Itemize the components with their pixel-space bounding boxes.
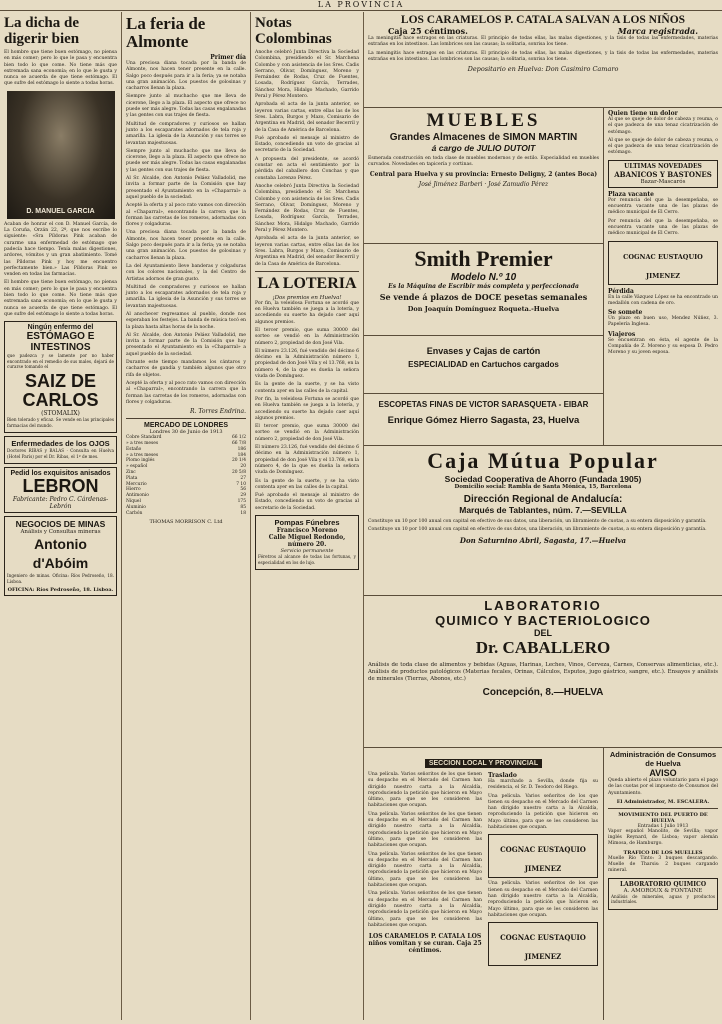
ad-footer: OFICINA: Ríos Pedroseño, 18. Lisboa.: [7, 586, 114, 593]
ad-subtitle: ESTÓMAGO E: [26, 331, 95, 343]
ad-store: Grandes Almacenes de SIMON MARTIN: [389, 132, 578, 143]
ad-ojos: [4, 436, 117, 464]
ad-caramelos-catala: [364, 12, 722, 108]
market-value: 20: [240, 464, 246, 470]
puerto-date: Entradas 1 Julio 1913: [637, 823, 689, 829]
column-4: [364, 12, 722, 1020]
market-item: Níquel: [126, 498, 141, 504]
ad-product-name: SAIZ DE CARLOS: [22, 371, 99, 411]
article-text: Aprobada el acta de la junta anterior, se leyeron varias cartas, entre ellas las de los Sres. Labra, Burgos y Mazo, Comisario de Argentina en Madrid, del senador Becerril y de la Casa de América de Barcelona.: [255, 102, 359, 133]
ad-footer: Depositario en Huelva: Don Casimiro Camaro: [467, 65, 619, 74]
article-text: Siempre junto al muchacho que me lleva de cicerone, llego a la plaza. El aspecto que ofrece no puede ser más alegre. Todas las casas engalanadas y las gentes con sus trajes de fiesta.: [126, 148, 246, 173]
ad-cognac: [608, 241, 718, 285]
market-value: 29: [240, 493, 246, 499]
local-col-b: [488, 772, 598, 969]
market-date: Londres 30 de Junio de 1913: [149, 429, 223, 436]
article-text: Multitud de compradores y curiosos se hallan junto a los escaparates adornados de tela roja y amarilla. La iglesia de la Asunción y sus torres se levantan majestuosas.: [126, 284, 246, 309]
article-text: Fué aprobado el mensaje al ministro de Estado, concediendo un voto de gracias al secretario de la Sociedad.: [255, 493, 359, 511]
article-text: Una película. Varios señoritos de los que tienen su despacho en el Mercado del Carmen han dirigido nuestro carta a la Alcaldía, reproduciendo la petición que hicieron en Mayo último, para que se les consideren las habitaciones que ocupan.: [368, 891, 482, 928]
article-text: Una película. Varios señoritos de los que tienen su despacho en el Mercado del Carmen han dirigido nuestro carta a la Alcaldía, reproduciendo la petición que hicieron en Mayo último, para que se les consideren las habitaciones que ocupan.: [368, 772, 482, 809]
subhead: Pérdida: [608, 287, 634, 295]
ad-address: Calle Miguel Redondo, número 20.: [268, 534, 346, 548]
market-value: 56: [240, 487, 246, 493]
article-text: Queda abierto el plazo voluntario para el pago de las cuotas por el impuesto de Consumos del Ayuntamiento.: [608, 778, 718, 796]
article-text: La del Ayuntamiento lleve banderas y colgaduras con los colores nacionales, y la del Centro de Artistas adornos de gran gusto.: [126, 263, 246, 282]
ad-title: NEGOCIOS DE MINAS: [15, 519, 106, 530]
ad-title: LABORATORIO QUIMICO: [619, 880, 707, 888]
ad-title: COGNAC EUSTAQUIO JIMENEZ: [500, 933, 586, 962]
market-title: MERCADO DE LONDRES: [143, 422, 228, 430]
ad-names: José Jiménez Barberi · José Zamudio Pérez: [418, 180, 549, 188]
ad-price: Se vende á plazos de DOCE pesetas semanales: [379, 292, 588, 302]
ad-text: La meningitis hace estragos en las criaturas. El principio de todas ellas, las malas digestiones, y la tisis de todas las enfermedades, materias extrañas en los intestinos. Las lombrices son las causas; la solitaria, sonrisa los tiene.: [368, 50, 718, 62]
article-text: Ha marchado a Sevilla, donde fija su residencia, el Sr. D. Teodoro del Riego.: [488, 779, 598, 791]
ad-aviso: AVISO: [649, 768, 677, 778]
article-text: Se encuentran en ésta, el agente de la Compañía de Z. Moreno y su esposa D. Pedro Moreno y su joven esposa.: [608, 337, 718, 356]
ad-name: Dr. CABALLERO: [475, 638, 611, 657]
ad-smith-premier: [364, 244, 604, 336]
ad-title: Administración de Consumos de Huelva: [609, 750, 717, 768]
subhead: Viajeros: [608, 330, 636, 338]
market-item: Estaño: [126, 446, 142, 452]
seccion-local: [364, 748, 604, 1020]
ad-cognac-small: [488, 834, 598, 878]
article-text: Una película. Varios señoritos de los que tienen su despacho en el Mercado del Carmen han dirigido nuestro carta a la Alcaldía, reproduciendo la petición que hicieron en Mayo último, para que se les consideren las habitaciones que ocupan.: [368, 851, 482, 889]
ad-title: Envases y Cajas de cartón: [426, 346, 541, 356]
article-text: Muelle Río Tinto: 3 buques descargando. Muelle de Tharsis: 2 buques cargando mineral.: [608, 855, 718, 874]
article-text: El tercer premio, que suma 30000 del sorteo se vendió en la Administración número 2, propiedad de don José Vila.: [255, 424, 359, 442]
right-bottom: [604, 748, 722, 1020]
market-value: 184: [237, 452, 246, 458]
ad-subtitle: ESPECIALIDAD en Cartuchos cargados: [408, 360, 559, 369]
market-item: Mercurio: [126, 481, 147, 487]
article-text: El tercer premio, que suma 30000 del sorteo se vendió en la Administración número 2, propiedad de don José Vila.: [255, 327, 359, 346]
column-3: [251, 12, 364, 1020]
ad-envases: [364, 336, 604, 394]
ad-text: Esmerada construcción en toda clase de muebles modernos y de estilo. Especialidad en muebles curvados. Novedades en tapicería y cortinas.: [368, 156, 599, 168]
article-text: Una película. Varios señoritos de los que tienen su despacho en el Mercado del Carmen han dirigido nuestro carta a la Alcaldía, reproduciendo la petición que hicieron en Mayo último, para que se les consideren las habitaciones que ocupan.: [368, 811, 482, 849]
subhead: Quien tiene un dolor: [608, 110, 678, 117]
ad-direction-addr: Marqués de Tablantes, núm. 7.—SEVILLA: [459, 505, 627, 515]
ad-text: Es la Máquina de Escribir más completa y perfeccionada: [388, 283, 579, 290]
portrait-image: [7, 91, 115, 219]
article-text: A propuesta del presidente, se acordó constar en acta el sentimiento por la pérdida del caballero don Conchas y que constaba Lorenzo Pérez.: [255, 156, 359, 181]
market-value: 186: [237, 446, 246, 452]
divider: [608, 808, 718, 809]
market-item: » a tres meses: [126, 440, 159, 446]
article-text: Al Sr. Alcalde, don Antonio Peláez Valladolid, me invita a formar parte de la Comisión que hay presentado el Ayuntamiento en la «Chaparral» a aquel pueblo de la sociedad.: [126, 332, 246, 357]
lottery-subtitle: ¡Dos premios en Huelva!: [272, 294, 342, 301]
ad-text: Análisis de minerales, aguas y productos industriales.: [611, 893, 715, 905]
article-text: Por fin, la veleidosa Fortuna se acordó que en Huelva también se juega a la lotería, y accediendo su suerte ha dejado caer aquí algunos premios.: [255, 396, 359, 421]
ad-text: Fabricante: Pedro C. Cárdenas-Lebrón: [12, 496, 109, 511]
ad-title: Pedid los exquisitos anisados: [10, 470, 111, 478]
article-text: Anoche celebró Junta Directiva la Sociedad Colombina, presidiendo el Sr. Marchena Colombo y con asistencia de los Sres. Cadis Serrano, Olivar, Domínguez, Moreno y Fernández de Rodas, Cruz de Fuentes, Losada, Rodríguez García, Terrades, Sánchez Mora, Hidalgo Machado, Garrido Peral y Pérez Montero.: [255, 183, 359, 234]
article-text: Una preciosa diana tocada por la banda de Almonte, nos hacen tener presente en la calle. Salgo poco después para ir a la feria; ya se notaba una gran animación. Los puestos de golosinas y cacharros llenan la plaza.: [126, 61, 246, 92]
article-text: Acepté la oferta y al poco rato vamos con dirección al «Chaparral», encontrando la carrera que la forman las carretas de los romeros, adornadas con flores y colgaduras.: [126, 380, 246, 405]
ad-title: ESCOPETAS FINAS DE VICTOR SARASQUETA - EIBAR: [378, 400, 589, 409]
ad-title: Pompas Fúnebres: [274, 518, 340, 527]
market-value: 66 7/8: [231, 440, 246, 446]
market-item: Plomo inglés: [126, 458, 155, 464]
ad-subtitle: Análisis y Consultas mineras: [20, 529, 101, 536]
ad-title: LOS CARAMELOS P. CATALA SALVAN A LOS NIÑOS: [400, 14, 686, 26]
ad-subtitle: Enrique Gómez Hierro Sagasta, 23, Huelva: [387, 415, 580, 426]
ad-address: Domicilio social: Rambla de Santa Mónica, 15, Barcelona: [454, 484, 632, 490]
market-row: [126, 511, 246, 517]
ad-title: QUIMICO Y BACTERIOLOGICO: [435, 613, 651, 628]
market-footer: THOMAS MORRISON C. Ltd: [149, 519, 223, 526]
ad-product-sub: (STOMALIX): [41, 410, 80, 418]
ad-title: MUEBLES: [426, 110, 541, 131]
article-text: Al que se queje de dolor de cabeza y reuma, o el que padezca de una tenaz cicatrización de estómago.: [608, 137, 718, 156]
market-value: 66 1/2: [231, 435, 246, 441]
ad-manager: á cargo de JULIO DUTOIT: [431, 143, 536, 153]
ad-subtitle: Bazar-Mascarós: [640, 178, 686, 185]
article-text: Por fin, la veleidosa Fortuna se acordó que en Huelva también se juega a la lotería, y accediendo su suerte ha dejado caer aquí algunos premios.: [255, 300, 359, 325]
ad-agent: Don Saturnino Abril, Sagasta, 17.—Huelva: [459, 535, 627, 545]
headline-almonte: La feria de Almonte: [126, 14, 206, 51]
ad-title: Smith Premier: [414, 246, 553, 271]
article-text: Siempre junto al muchacho que me lleva de cicerone, llego a la plaza. El aspecto que ofrece no puede ser más alegre. Todas las casas engalanadas y las gentes con sus trajes de fiesta.: [126, 94, 246, 119]
ad-text: Constituye un 10 por 100 anual con capital en efectivo de sus datos, una liberación, un libramiento de cuotas, a su entera disposición y garantía.: [368, 519, 707, 524]
ad-del: DEL: [534, 628, 552, 638]
market-value: 7 10: [236, 481, 246, 487]
ad-caja-mutua: [364, 446, 722, 596]
article-text: Es la gente de la suerte, y se ha visto contenta ayer en las calles de la capital.: [255, 478, 359, 490]
subhead: Plaza vacante: [608, 190, 654, 198]
ad-abanicos: [608, 160, 718, 188]
article-text: Anoche celebró Junta Directiva la Sociedad Colombina, presidiendo el Sr. Marchena Colombo y con asistencia de los Sres. Cadis Serrano, Olivar, Domínguez, Moreno y Fernández de Rodas, Cruz de Fuentes, Losada, Rodríguez García, Terrades, Sánchez Mora, Hidalgo Machado, Garrido Peral y Pérez Montero.: [255, 50, 359, 100]
ad-address: Concepción, 8.—HUELVA: [482, 687, 604, 698]
market-item: Hierro: [126, 487, 141, 493]
article-text: Es la gente de la suerte, y se ha visto contenta ayer en las calles de la capital.: [255, 382, 359, 394]
market-value: 20 5/8: [231, 469, 246, 475]
ad-agent: Don Joaquín Domínguez Roqueta.-Huelva: [407, 305, 560, 313]
article-text: Acaban de honrar el con D. Manuel García, de La Coruña, Orzán 22, 2º, que nos escribe lo siguiente: «Sra Píldoras Pink acaban de curarme una enfermedad de estómago que padecía hace tiempo. Tenía malas digestiones, ardores, vómitos y un gran abatimiento. Tomé las Píldoras Pink y hoy me encuentro perfectamente bien.» Las Píldoras Pink se venden en todas las farmacias.: [4, 221, 117, 278]
market-item: Zinc: [126, 469, 136, 475]
column-2: [122, 12, 251, 1020]
ad-text: que padezca y se lamente por no haber encontrado en el remedio de sus males, dejará de curarse tomando el: [7, 353, 114, 370]
ad-minas: [4, 516, 117, 595]
article-text: Por renuncia del que la desempeñaba, se encuentra vacante una de las plazas de médico municipal de El Cerro.: [608, 197, 718, 216]
ad-text: Bien tolerado y eficaz. Se vende en las principales farmacias del mundo.: [7, 417, 114, 428]
ad-title: Ningún enfermo del: [27, 324, 94, 332]
section-title: SECCION LOCAL Y PROVINCIAL: [425, 759, 542, 768]
ad-price: Caja 25 céntimos.: [388, 26, 468, 36]
market-item: » español: [126, 464, 148, 470]
ad-text: Féretros al alcance de todas las fortunas, y especialidad en los de lujo.: [258, 554, 356, 565]
article-text: El hombre que tiene buen estómago, no piensa en más comer; pero lo que le pasa y encuentra bien todo lo que come. No tiene más que extremada sana economía; en lo que le gusta y nunca se acuerda de que tiene estómago. El que sufre del estómago lo siente a todas horas.: [4, 280, 117, 317]
article-text: Una preciosa diana tocada por la banda de Almonte, nos hacen tener presente en la calle. Salgo poco después para ir a la feria; ya se notaba una gran animación. Los puestos de golosinas y cacharros llenan la plaza.: [126, 230, 246, 261]
market-item: Antimonio: [126, 493, 149, 499]
ad-name: Antonio d'Abóim: [32, 536, 89, 572]
signature: R. Torres Endrina.: [190, 408, 246, 416]
ad-escopetas: [364, 394, 604, 446]
market-item: Aluminio: [126, 504, 146, 510]
ad-title: LABORATORIO: [484, 598, 602, 613]
article-text: Al Sr. Alcalde, don Antonio Peláez Valladolid, me invita a formar parte de la Comisión que hay presentado el Ayuntamiento en la «Chaparral» a aquel pueblo de la sociedad.: [126, 176, 246, 200]
ad-rep: Central para Huelva y su provincia: Ernesto Deligny, 2 (antes Boca): [369, 170, 598, 178]
ad-text: Ingeniero de minas. Oficina: Ríos Pedroseño, 18. Lisboa.: [7, 573, 114, 584]
market-item: Cobre Standard: [126, 435, 162, 441]
article-text: Al anochecer regresamos al pueblo, donde nos esperaban los festejos. La banda de música tocó en la plaza hasta altas horas de la noche.: [126, 311, 246, 330]
ad-title: COGNAC EUSTAQUIO JIMENEZ: [623, 252, 703, 280]
ad-mark: Marca registrada.: [617, 26, 698, 36]
ad-stomalix: [4, 321, 117, 433]
market-item: » a tres meses: [126, 452, 159, 458]
ad-subtitle: Sociedad Cooperativa de Ahorro (Fundada 1905): [444, 474, 642, 484]
puerto-title: MOVIMIENTO DEL PUERTO DE HUELVA: [618, 811, 708, 824]
market-item: Carbón: [126, 510, 143, 516]
ad-text: La meningitis hace estragos en las criaturas. El principio de todas ellas, las malas digestiones, y la tisis de todas las enfermedades, materias extrañas en los intestinos. Las lombrices son las causas; la solitaria, sonrisa los tiene.: [368, 36, 718, 48]
article-text: Fué aprobado el mensaje al ministro de Estado, concediendo un voto de gracias al secretario de la Sociedad.: [255, 135, 359, 154]
ad-laboratorio: [364, 596, 722, 748]
divider: [255, 271, 359, 272]
ad-model: Modelo N.º 10: [450, 272, 517, 283]
ad-lebron: [4, 467, 117, 513]
market-value: 20 1/4: [231, 458, 246, 464]
masthead: LA PROVINCIA: [0, 0, 722, 11]
ad-direction: Dirección Regional de Andalucía:: [463, 494, 623, 505]
column-1: [0, 12, 122, 1020]
market-value: 27: [240, 475, 246, 481]
spacer: [604, 446, 722, 450]
article-text: El número 23.126, fué vendido del décimo 6 décimo en la Administración número 1, propiedad de don José Vila y el 13.768, en la número 4, de la que es dueña la señora viuda de Domínguez.: [255, 445, 359, 476]
subhead: Traslado: [488, 772, 517, 779]
ad-name: A. AMOROUX & FONTAINE: [623, 887, 703, 894]
subhead: Se somete: [608, 309, 643, 317]
market-value: 85: [240, 504, 246, 510]
trafico-title: TRAFICO DE LOS MUELLES: [623, 849, 703, 856]
article-text: El hombre que tiene buen estómago, no piensa en más comer; pero lo que le pasa y encuentra bien todo lo que come. No tiene más que extremada sana economía; en lo que le gusta y nunca se acuerda de que tiene estómago. El que sufre del estómago lo siente a todas horas.: [4, 50, 117, 87]
article-text: Un plazo en buen uso, Mendez Núñez, 3. Papelería Inglesa.: [608, 316, 718, 328]
article-text: Vapor español Manolito, de Sevilla; vapor inglés Reynard, de Lisboa; vapor alemán Mimosa, de Hamburgo.: [608, 828, 718, 847]
spacer: [604, 596, 722, 600]
article-text: Durante este tiempo mandamos los cántaros y cacharros de gandía y también algunos que otro rifa de objetos.: [126, 360, 246, 378]
market-value: 18: [240, 510, 246, 516]
market-item: Plata: [126, 475, 138, 481]
article-text: Una película. Varios señoritos de los que tienen su despacho en el Mercado del Carmen han dirigido nuestro carta a la Alcaldía, reproduciendo la petición que hicieron en Mayo último, para que se les consideren las habitaciones que ocupan.: [488, 881, 598, 918]
headline-colombinas: Notas Colombinas: [255, 15, 332, 47]
local-col-a: [368, 772, 482, 969]
article-text: Aprobada el acta de la junta anterior, se leyeron varias cartas, entre ellas las de los Sres. Labra, Burgos y Mazo, Comisario de Argentina en Madrid, del senador Becerril y de la Casa de América de Barcelona.: [255, 236, 359, 267]
ad-text: Constituye un 10 por 100 anual con capital en efectivo de sus datos, una liberación, un libramiento de cuotas, a su entera disposición y garantía.: [368, 527, 707, 533]
ad-price-row: [368, 26, 718, 36]
article-text: Al que se queje de dolor de cabeza y reuma, o el que padezca de una tenaz cicatrización de estómago.: [608, 117, 718, 135]
article-text: Una película. Varios señoritos de los que tienen su despacho en el Mercado del Carmen han dirigido nuestro carta a la Alcaldía, reproduciendo la petición que hicieron en Mayo último, para que se les consideren las habitaciones que ocupan.: [488, 793, 598, 831]
right-notices: [604, 108, 722, 446]
article-text: Multitud de compradores y curiosos se hallan junto a los escaparates adornados de tela roja y amarilla. La iglesia de la Asunción y sus torres se levantan majestuosas.: [126, 121, 246, 146]
caramelos-small: LOS CARAMELOS P. CATALA LOS niños vomitan y se curan. Caja 25 céntimos.: [368, 933, 482, 955]
article-text: En la calle Vázquez López se ha encontrado un medallón con cadena de oro.: [608, 294, 718, 306]
headline-loteria: LA LOTERIA: [257, 274, 357, 292]
byline: Primer día: [210, 54, 246, 61]
portrait-caption: D. MANUEL GARCIA: [26, 207, 95, 215]
ad-brand: LEBRON: [22, 476, 99, 497]
ad-name: Francisco Moreno: [276, 527, 338, 534]
ad-muebles: [364, 108, 604, 244]
ad-subtitle: Servicio permanente: [280, 548, 334, 554]
divider: [126, 418, 246, 419]
ad-title: Caja Mútua Popular: [427, 448, 659, 473]
market-table: [126, 435, 246, 516]
admin-sign: El Administrador, M. ESCALERA.: [616, 798, 710, 805]
article-text: Acepté la oferta y al poco rato vamos con dirección al «Chaparral», encontrando la carrera que la forman las carretas de los romeros, adornadas con flores y colgaduras.: [126, 203, 246, 228]
article-text: El número 23.126, fué vendido del décimo 6 décimo en la Administración número 1, propiedad de don José Vila y el 13.768, en la número 4, de la que es dueña la señora viuda de Domínguez.: [255, 348, 359, 380]
ad-title: Enfermedades de los OJOS: [11, 439, 110, 449]
ad-pompas-funebres: [255, 515, 359, 570]
ad-cognac-bottom: [488, 922, 598, 966]
local-columns: [368, 772, 599, 969]
ad-title: ULTIMAS NOVEDADES: [624, 162, 702, 170]
headline-digerir: La dicha de digerir bien: [4, 15, 80, 47]
ad-text: Doctores RIBAS y BALAS · Consulta en Huelva (Hotel París) por el Dr. Ribas, el 1º de mes.: [7, 448, 114, 459]
ad-text: Análisis de toda clase de alimentos y bebidas (Aguas, Harinas, Leches, Vinos, Cerveza, Carnes, Conservas alimenticias, etc.). Análisis de productos patológicos (Materias fecales, Orinas, Cálculos, Esputos, jugo gástrico, sangre, etc.). Ensayos y análisis de minerales (Tierras, Abonos, etc.): [368, 662, 718, 682]
ad-laboratorio-quimico: [608, 878, 718, 910]
ad-title: COGNAC EUSTAQUIO JIMENEZ: [500, 845, 586, 874]
ad-title: ABANICOS Y BASTONES: [614, 169, 712, 179]
market-value: 175: [237, 498, 246, 504]
ad-subtitle: INTESTINOS: [30, 342, 91, 354]
article-text: Por renuncia del que la desempeñaba, se encuentra vacante una de las plazas de médico municipal de El Cerro.: [608, 218, 718, 237]
